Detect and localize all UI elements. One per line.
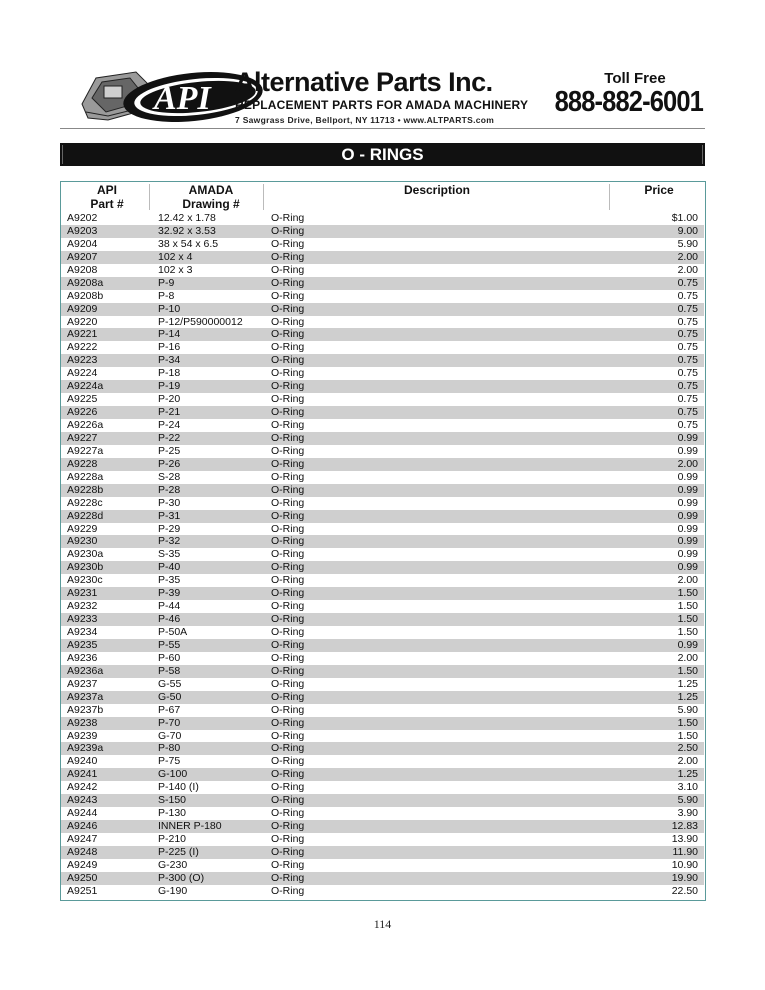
cell-part-number: A9234 [67,626,98,638]
cell-price: 0.99 [677,548,698,561]
table-row [61,833,704,846]
cell-part-number: A9208 [67,263,98,276]
cell-price: 0.75 [677,354,698,367]
cell-part-number: A9228d [67,509,104,522]
cell-description: O-Ring [271,483,305,496]
cell-part-number: A9248 [67,845,98,858]
cell-price: 0.99 [677,638,698,651]
cell-part-number: A9228 [67,457,98,470]
cell-part-number: A9239a [67,742,104,755]
table-row [61,238,704,251]
cell-price: 5.90 [677,237,698,250]
cell-price: 3.10 [677,781,698,794]
table-row [61,303,704,316]
cell-description: O-Ring [271,289,305,302]
cell-drawing-number: P-19 [158,380,181,393]
table-row [61,704,704,717]
cell-part-number: A9237b [67,703,104,716]
cell-description: O-Ring [271,393,305,406]
cell-drawing-number: P-130 [158,807,187,820]
cell-description: O-Ring [271,729,305,742]
table-row [61,419,704,432]
cell-description: O-Ring [271,302,305,315]
page-header [60,58,705,138]
table-row [61,251,704,264]
cell-price: 0.99 [677,444,698,457]
cell-drawing-number: INNER P-180 [158,820,222,833]
table-row [61,458,704,471]
cell-drawing-number: G-100 [158,768,188,781]
cell-drawing-number: 12.42 x 1.78 [158,212,216,224]
cell-drawing-number: P-75 [158,755,181,768]
cell-description: O-Ring [271,690,305,703]
company-tagline: REPLACEMENT PARTS FOR AMADA MACHINERY [235,98,529,112]
cell-part-number: A9236 [67,651,98,664]
header-divider [60,128,705,129]
cell-drawing-number: P-16 [158,341,181,354]
table-row [61,316,704,329]
cell-part-number: A9228c [67,496,103,509]
cell-description: O-Ring [271,626,305,638]
cell-price: 1.25 [677,677,698,690]
cell-drawing-number: 32.92 x 3.53 [158,224,216,237]
company-block [235,68,545,125]
cell-part-number: A9226a [67,419,104,431]
cell-description: O-Ring [271,858,305,871]
cell-part-number: A9221 [67,328,98,341]
cell-drawing-number: S-28 [158,470,181,483]
cell-part-number: A9233 [67,613,98,626]
cell-price: 0.75 [677,276,698,289]
toll-free-block [545,70,705,117]
cell-drawing-number: P-40 [158,561,181,574]
cell-part-number: A9243 [67,794,98,807]
cell-description: O-Ring [271,509,305,522]
cell-part-number: A9241 [67,768,98,781]
table-row [61,665,704,678]
table-row [61,846,704,859]
cell-description: O-Ring [271,237,305,250]
cell-description: O-Ring [271,444,305,457]
cell-drawing-number: 102 x 3 [158,263,193,276]
cell-description: O-Ring [271,820,305,833]
cell-description: O-Ring [271,535,305,548]
table-row [61,264,704,277]
cell-price: 0.75 [677,393,698,406]
cell-price: 11.90 [672,845,698,858]
api-logo-text: API [154,80,211,117]
cell-drawing-number: P-26 [158,457,181,470]
table-row [61,768,704,781]
cell-part-number: A9207 [67,250,98,263]
cell-price: 5.90 [677,703,698,716]
cell-description: O-Ring [271,833,305,845]
cell-part-number: A9237 [67,677,98,690]
cell-price: $1.00 [671,212,698,224]
cell-drawing-number: G-190 [158,884,188,897]
table-row [61,730,704,743]
cell-drawing-number: G-230 [158,858,188,871]
cell-price: 2.00 [677,755,698,768]
cell-part-number: A9229 [67,522,98,535]
cell-drawing-number: P-44 [158,600,181,613]
cell-part-number: A9249 [67,858,98,871]
cell-price: 10.90 [671,858,698,871]
cell-description: O-Ring [271,367,305,380]
cell-drawing-number: P-39 [158,587,181,600]
cell-part-number: A9203 [67,224,98,237]
page-number: 114 [373,917,392,931]
toll-free-label: Toll Free [604,70,666,87]
cell-price: 2.00 [677,651,698,664]
cell-price: 0.75 [677,289,698,302]
cell-drawing-number: P-140 (I) [158,781,199,794]
cell-description: O-Ring [271,250,305,263]
cell-drawing-number: G-55 [158,677,182,690]
cell-description: O-Ring [271,522,305,535]
cell-drawing-number: P-21 [158,406,181,419]
cell-drawing-number: P-29 [158,522,181,535]
cell-price: 1.50 [677,587,698,600]
column-header-price: Price [644,183,674,197]
cell-description: O-Ring [271,807,305,820]
column-header-drawing: AMADA Drawing # [182,183,240,211]
cell-description: O-Ring [271,431,305,444]
cell-drawing-number: P-12/P590000012 [158,315,243,328]
cell-part-number: A9237a [67,690,104,703]
table-row [61,781,704,794]
toll-free-number: 888-882-6001 [554,86,703,118]
table-row [61,484,704,497]
cell-drawing-number: P-225 (I) [158,845,199,858]
table-row [61,807,704,820]
cell-part-number: A9208a [67,276,104,289]
cell-drawing-number: S-35 [158,548,181,561]
table-row [61,445,704,458]
cell-drawing-number: P-58 [158,664,181,677]
table-row [61,290,704,303]
cell-description: O-Ring [271,600,305,613]
table-row [61,742,704,755]
cell-part-number: A9230c [67,574,103,587]
cell-drawing-number: 38 x 54 x 6.5 [158,237,219,250]
cell-price: 0.75 [677,406,698,419]
parts-table [60,181,706,901]
cell-price: 0.75 [677,367,698,380]
cell-part-number: A9246 [67,820,98,833]
cell-part-number: A9227a [67,444,104,457]
cell-part-number: A9230 [67,535,98,548]
cell-drawing-number: P-35 [158,574,181,587]
cell-description: O-Ring [271,677,305,690]
table-row [61,225,704,238]
cell-price: 22.50 [671,884,698,897]
cell-drawing-number: G-50 [158,690,182,703]
cell-price: 0.99 [677,535,698,548]
table-row [61,393,704,406]
cell-part-number: A9238 [67,716,98,729]
table-row [61,535,704,548]
table-row [61,277,704,290]
cell-drawing-number: P-10 [158,302,181,315]
cell-description: O-Ring [271,224,305,237]
cell-description: O-Ring [271,768,305,781]
cell-description: O-Ring [271,315,305,328]
cell-price: 2.00 [677,457,698,470]
cell-price: 0.99 [677,496,698,509]
cell-description: O-Ring [271,651,305,664]
cell-description: O-Ring [271,561,305,574]
cell-price: 2.00 [677,263,698,276]
cell-description: O-Ring [271,276,305,289]
cell-price: 13.90 [671,833,698,845]
cell-part-number: A9230a [67,548,104,561]
table-row [61,341,704,354]
cell-part-number: A9244 [67,807,98,820]
cell-drawing-number: P-80 [158,742,181,755]
cell-drawing-number: P-30 [158,496,181,509]
cell-part-number: A9247 [67,833,98,845]
cell-description: O-Ring [271,871,305,884]
cell-part-number: A9242 [67,781,98,794]
cell-price: 1.50 [677,600,698,613]
table-row [61,367,704,380]
cell-drawing-number: P-22 [158,431,181,444]
cell-price: 0.75 [677,302,698,315]
cell-price: 0.99 [677,483,698,496]
cell-drawing-number: P-70 [158,716,181,729]
company-name: Alternative Parts Inc. [235,67,493,97]
cell-price: 12.83 [671,820,698,833]
cell-description: O-Ring [271,212,305,224]
cell-drawing-number: G-70 [158,729,182,742]
cell-price: 0.75 [677,315,698,328]
cell-description: O-Ring [271,638,305,651]
table-row [61,328,704,341]
cell-drawing-number: P-67 [158,703,181,716]
cell-price: 1.50 [677,664,698,677]
cell-description: O-Ring [271,548,305,561]
cell-description: O-Ring [271,742,305,755]
cell-description: O-Ring [271,884,305,897]
cell-description: O-Ring [271,457,305,470]
table-row [61,678,704,691]
table-row [61,471,704,484]
cell-price: 1.25 [677,690,698,703]
table-row [61,652,704,665]
table-row [61,639,704,652]
cell-description: O-Ring [271,496,305,509]
cell-price: 0.75 [677,419,698,431]
column-header-description: Description [403,183,470,197]
column-header-part: API Part # [90,183,124,211]
cell-part-number: A9250 [67,871,98,884]
cell-part-number: A9202 [67,212,98,224]
table-row [61,354,704,367]
cell-drawing-number: P-24 [158,419,181,431]
cell-part-number: A9232 [67,600,98,613]
table-header [61,182,704,212]
cell-description: O-Ring [271,328,305,341]
cell-drawing-number: P-32 [158,535,181,548]
cell-description: O-Ring [271,794,305,807]
table-row [61,510,704,523]
table-row [61,691,704,704]
table-row [61,885,704,898]
cell-part-number: A9251 [67,884,98,897]
cell-price: 0.99 [677,522,698,535]
cell-description: O-Ring [271,703,305,716]
cell-price: 5.90 [677,794,698,807]
cell-price: 2.50 [677,742,698,755]
cell-description: O-Ring [271,845,305,858]
cell-part-number: A9240 [67,755,98,768]
cell-price: 0.99 [677,431,698,444]
cell-part-number: A9222 [67,341,98,354]
cell-drawing-number: P-31 [158,509,181,522]
table-row [61,600,704,613]
table-row [61,406,704,419]
cell-part-number: A9236a [67,664,104,677]
cell-price: 1.25 [677,768,698,781]
cell-drawing-number: P-46 [158,613,181,626]
table-row [61,755,704,768]
cell-drawing-number: P-28 [158,483,181,496]
table-body [61,212,704,898]
cell-drawing-number: P-300 (O) [158,871,205,884]
table-row [61,587,704,600]
cell-price: 0.99 [677,509,698,522]
cell-part-number: A9220 [67,315,98,328]
cell-drawing-number: P-18 [158,367,181,380]
table-row [61,872,704,885]
cell-description: O-Ring [271,664,305,677]
cell-price: 1.50 [677,613,698,626]
cell-price: 3.90 [677,807,698,820]
table-row [61,212,704,225]
cell-drawing-number: 102 x 4 [158,250,193,263]
cell-description: O-Ring [271,613,305,626]
cell-part-number: A9204 [67,237,98,250]
cell-drawing-number: P-34 [158,354,181,367]
cell-drawing-number: S-150 [158,794,187,807]
section-title: O - RINGS [341,145,424,164]
cell-part-number: A9228a [67,470,104,483]
cell-part-number: A9225 [67,393,98,406]
table-row [61,497,704,510]
cell-drawing-number: P-55 [158,638,181,651]
cell-part-number: A9226 [67,406,98,419]
cell-price: 2.00 [677,574,698,587]
cell-price: 1.50 [677,729,698,742]
cell-price: 0.75 [677,380,698,393]
section-title-bar [60,143,705,166]
table-row [61,626,704,639]
cell-price: 0.99 [677,470,698,483]
cell-part-number: A9224 [67,367,98,380]
table-row [61,561,704,574]
cell-part-number: A9224a [67,380,104,393]
table-row [61,794,704,807]
cell-description: O-Ring [271,354,305,367]
table-row [61,548,704,561]
cell-price: 19.90 [671,871,698,884]
cell-drawing-number: P-20 [158,393,181,406]
cell-description: O-Ring [271,470,305,483]
cell-part-number: A9227 [67,431,98,444]
cell-description: O-Ring [271,406,305,419]
cell-description: O-Ring [271,781,305,794]
cell-drawing-number: P-50A [158,626,188,638]
cell-drawing-number: P-60 [158,651,181,664]
cell-part-number: A9235 [67,638,98,651]
cell-part-number: A9231 [67,587,98,600]
cell-part-number: A9230b [67,561,104,574]
cell-part-number: A9209 [67,302,98,315]
cell-description: O-Ring [271,574,305,587]
cell-price: 2.00 [677,250,698,263]
cell-drawing-number: P-210 [158,833,187,845]
cell-description: O-Ring [271,587,305,600]
company-address: 7 Sawgrass Drive, Bellport, NY 11713 • www.ALTPARTS.com [235,115,495,125]
cell-description: O-Ring [271,716,305,729]
cell-part-number: A9239 [67,729,98,742]
cell-price: 0.99 [677,561,698,574]
table-row [61,820,704,833]
cell-price: 1.50 [677,716,698,729]
table-row [61,613,704,626]
cell-description: O-Ring [271,419,305,431]
table-row [61,523,704,536]
cell-drawing-number: P-9 [158,276,175,289]
cell-price: 0.75 [677,341,698,354]
table-row [61,380,704,393]
cell-description: O-Ring [271,341,305,354]
cell-description: O-Ring [271,263,305,276]
cell-part-number: A9208b [67,289,104,302]
cell-drawing-number: P-8 [158,289,175,302]
cell-price: 9.00 [677,224,698,237]
cell-drawing-number: P-14 [158,328,181,341]
cell-description: O-Ring [271,755,305,768]
table-row [61,859,704,872]
table-row [61,432,704,445]
cell-description: O-Ring [271,380,305,393]
cell-price: 1.50 [677,626,698,638]
cell-price: 0.75 [677,328,698,341]
cell-part-number: A9223 [67,354,98,367]
table-row [61,574,704,587]
cell-drawing-number: P-25 [158,444,181,457]
cell-part-number: A9228b [67,483,104,496]
table-row [61,717,704,730]
